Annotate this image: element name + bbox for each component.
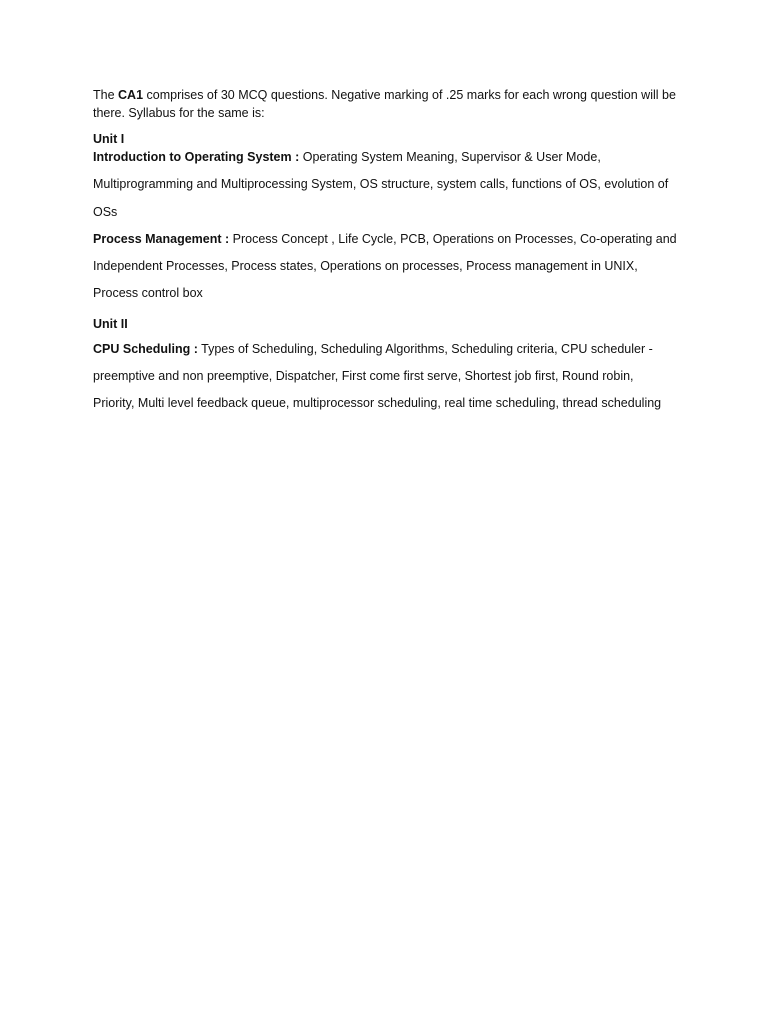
topic-cpu-scheduling-label: CPU Scheduling : (93, 341, 198, 356)
topic-cpu-scheduling (93, 336, 678, 418)
unit-2-heading: Unit II (93, 316, 128, 331)
intro-text-rest: comprises of 30 MCQ questions. Negative marking of .25 marks for each wrong question will be there. Syllabus for the same is: (93, 88, 676, 120)
unit-1-heading: Unit I (93, 132, 125, 146)
topic-process-management (93, 226, 678, 308)
topic-intro-os-text: Operating System Meaning, Supervisor & User Mode, Multiprogramming and Multiprocessing System, OS structure, system calls, functions of OS, evolution of OSs (93, 150, 669, 219)
exam-name: CA1 (118, 88, 144, 102)
document-body (93, 86, 678, 418)
intro-paragraph (93, 86, 678, 122)
topic-process-management-label: Process Management : (93, 231, 230, 246)
topic-intro-os (93, 144, 678, 226)
topic-cpu-scheduling-text: Types of Scheduling, Scheduling Algorithms, Scheduling criteria, CPU scheduler - preemptive and non preemptive, Dispatcher, First come first serve, Shortest job first, Round robin, Priority, Multi level feedback queue, multiprocessor scheduling, real time scheduling, thread scheduling (93, 341, 662, 411)
topic-intro-os-label: Introduction to Operating System : (93, 150, 300, 164)
topic-process-management-text: Process Concept , Life Cycle, PCB, Operations on Processes, Co-operating and Independent Processes, Process states, Operations on processes, Process management in UNIX, Process control box (93, 231, 677, 301)
intro-text-start: The (93, 88, 119, 102)
